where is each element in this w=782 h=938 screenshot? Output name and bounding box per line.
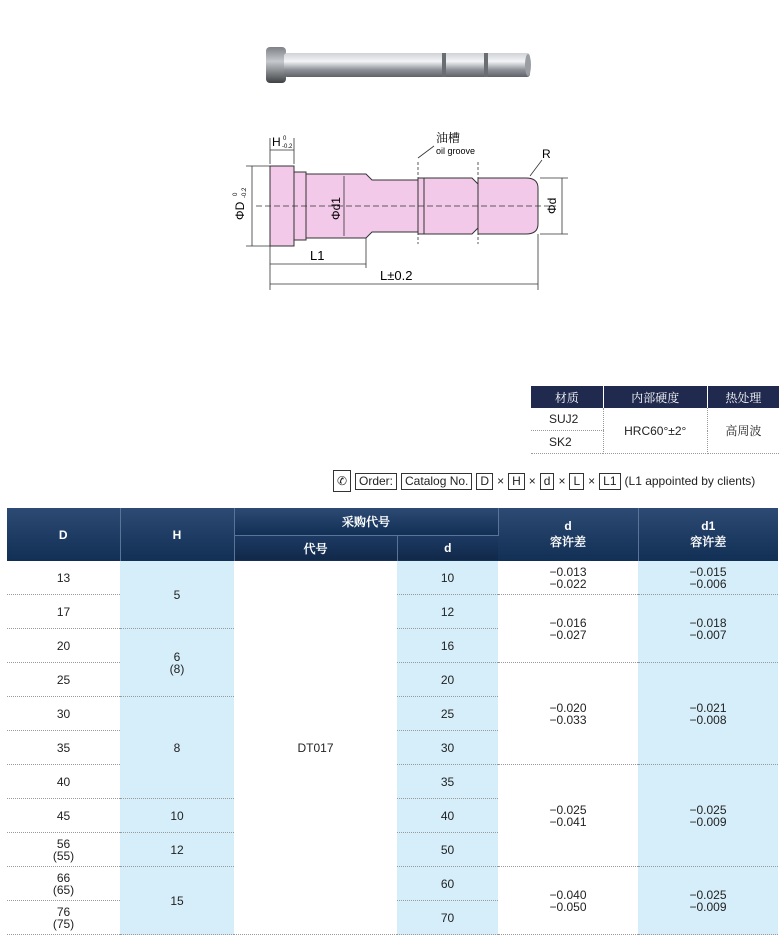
cell-d: 70 — [397, 901, 498, 935]
label-L1: L1 — [310, 248, 325, 263]
col-header-d: d — [397, 535, 498, 561]
material-sk2: SK2 — [531, 431, 603, 454]
cell-D: 76 (75) — [7, 901, 120, 935]
treatment-value: 高周波 — [707, 408, 779, 454]
col-header-d-tolerance: d 容许差 — [498, 508, 638, 561]
order-format: ✆ Order: Catalog No. D × H × d × L × L1 (L1 appointed by clients) — [333, 470, 755, 492]
cell-d: 12 — [397, 595, 498, 629]
label-d1: Φd1 — [329, 197, 343, 220]
order-label: Order: — [355, 473, 397, 490]
cell-D: 20 — [7, 629, 120, 663]
cell-D: 13 — [7, 561, 120, 595]
label-L: L±0.2 — [380, 268, 413, 283]
cell-d: 10 — [397, 561, 498, 595]
technical-drawing — [226, 128, 586, 298]
cell-d1-tol: −0.025 −0.009 — [638, 867, 778, 935]
cell-d: 35 — [397, 765, 498, 799]
cell-d: 25 — [397, 697, 498, 731]
cell-H: 15 — [120, 867, 234, 935]
col-header-H: H — [120, 508, 234, 561]
hardness-value: HRC60°±2° — [603, 408, 707, 454]
cell-H: 6 (8) — [120, 629, 234, 697]
cell-H: 8 — [120, 697, 234, 799]
cell-H: 12 — [120, 833, 234, 867]
cell-d-tol: −0.016 −0.027 — [498, 595, 638, 663]
cell-d1-tol: −0.025 −0.009 — [638, 765, 778, 867]
cell-d: 30 — [397, 731, 498, 765]
header-material: 材质 — [531, 386, 603, 408]
cell-d1-tol: −0.021 −0.008 — [638, 663, 778, 765]
cell-d: 60 — [397, 867, 498, 901]
cell-D: 56 (55) — [7, 833, 120, 867]
label-d: Φd — [545, 197, 559, 214]
cell-d: 50 — [397, 833, 498, 867]
cell-d1-tol: −0.018 −0.007 — [638, 595, 778, 663]
cell-D: 35 — [7, 731, 120, 765]
cell-d1-tol: −0.015 −0.006 — [638, 561, 778, 595]
svg-text:0: 0 — [233, 192, 239, 196]
cell-d: 40 — [397, 799, 498, 833]
cell-D: 66 (65) — [7, 867, 120, 901]
cell-H: 5 — [120, 561, 234, 629]
col-header-D: D — [7, 508, 120, 561]
cell-d-tol: −0.040 −0.050 — [498, 867, 638, 935]
cell-d: 16 — [397, 629, 498, 663]
cell-code: DT017 — [234, 561, 397, 935]
cell-d-tol: −0.013 −0.022 — [498, 561, 638, 595]
cell-D: 25 — [7, 663, 120, 697]
order-field-d: d — [540, 473, 555, 490]
catalog-no-box: Catalog No. — [401, 473, 472, 490]
label-H: H — [272, 135, 281, 149]
order-field-L1: L1 — [599, 473, 620, 490]
product-photo — [262, 44, 534, 86]
col-header-code: 代号 — [234, 535, 397, 561]
spec-table — [7, 508, 778, 935]
label-oil-groove-en: oil groove — [436, 146, 476, 156]
order-field-H: H — [508, 473, 525, 490]
phone-icon: ✆ — [333, 470, 351, 492]
header-treatment: 热处理 — [707, 386, 779, 408]
cell-d-tol: −0.020 −0.033 — [498, 663, 638, 765]
cell-d-tol: −0.025 −0.041 — [498, 765, 638, 867]
svg-text:0: 0 — [283, 136, 287, 142]
col-header-purchase-code: 采购代号 — [234, 508, 498, 535]
label-R: R — [542, 147, 551, 161]
col-header-d1-tolerance: d1 容许差 — [638, 508, 778, 561]
cell-D: 45 — [7, 799, 120, 833]
cell-D: 30 — [7, 697, 120, 731]
label-D: ΦD — [233, 201, 247, 220]
svg-text:-0.2: -0.2 — [242, 187, 248, 198]
cell-D: 40 — [7, 765, 120, 799]
order-field-L: L — [569, 473, 584, 490]
svg-text:-0.2: -0.2 — [282, 144, 293, 150]
material-table — [531, 386, 779, 454]
order-note: (L1 appointed by clients) — [624, 474, 756, 488]
order-field-D: D — [476, 473, 493, 490]
label-oil-groove-cn: 油槽 — [436, 131, 461, 145]
cell-H: 10 — [120, 799, 234, 833]
cell-D: 17 — [7, 595, 120, 629]
part-head — [270, 166, 294, 246]
material-suj2: SUJ2 — [531, 408, 603, 431]
header-hardness: 内部硬度 — [603, 386, 707, 408]
cell-d: 20 — [397, 663, 498, 697]
